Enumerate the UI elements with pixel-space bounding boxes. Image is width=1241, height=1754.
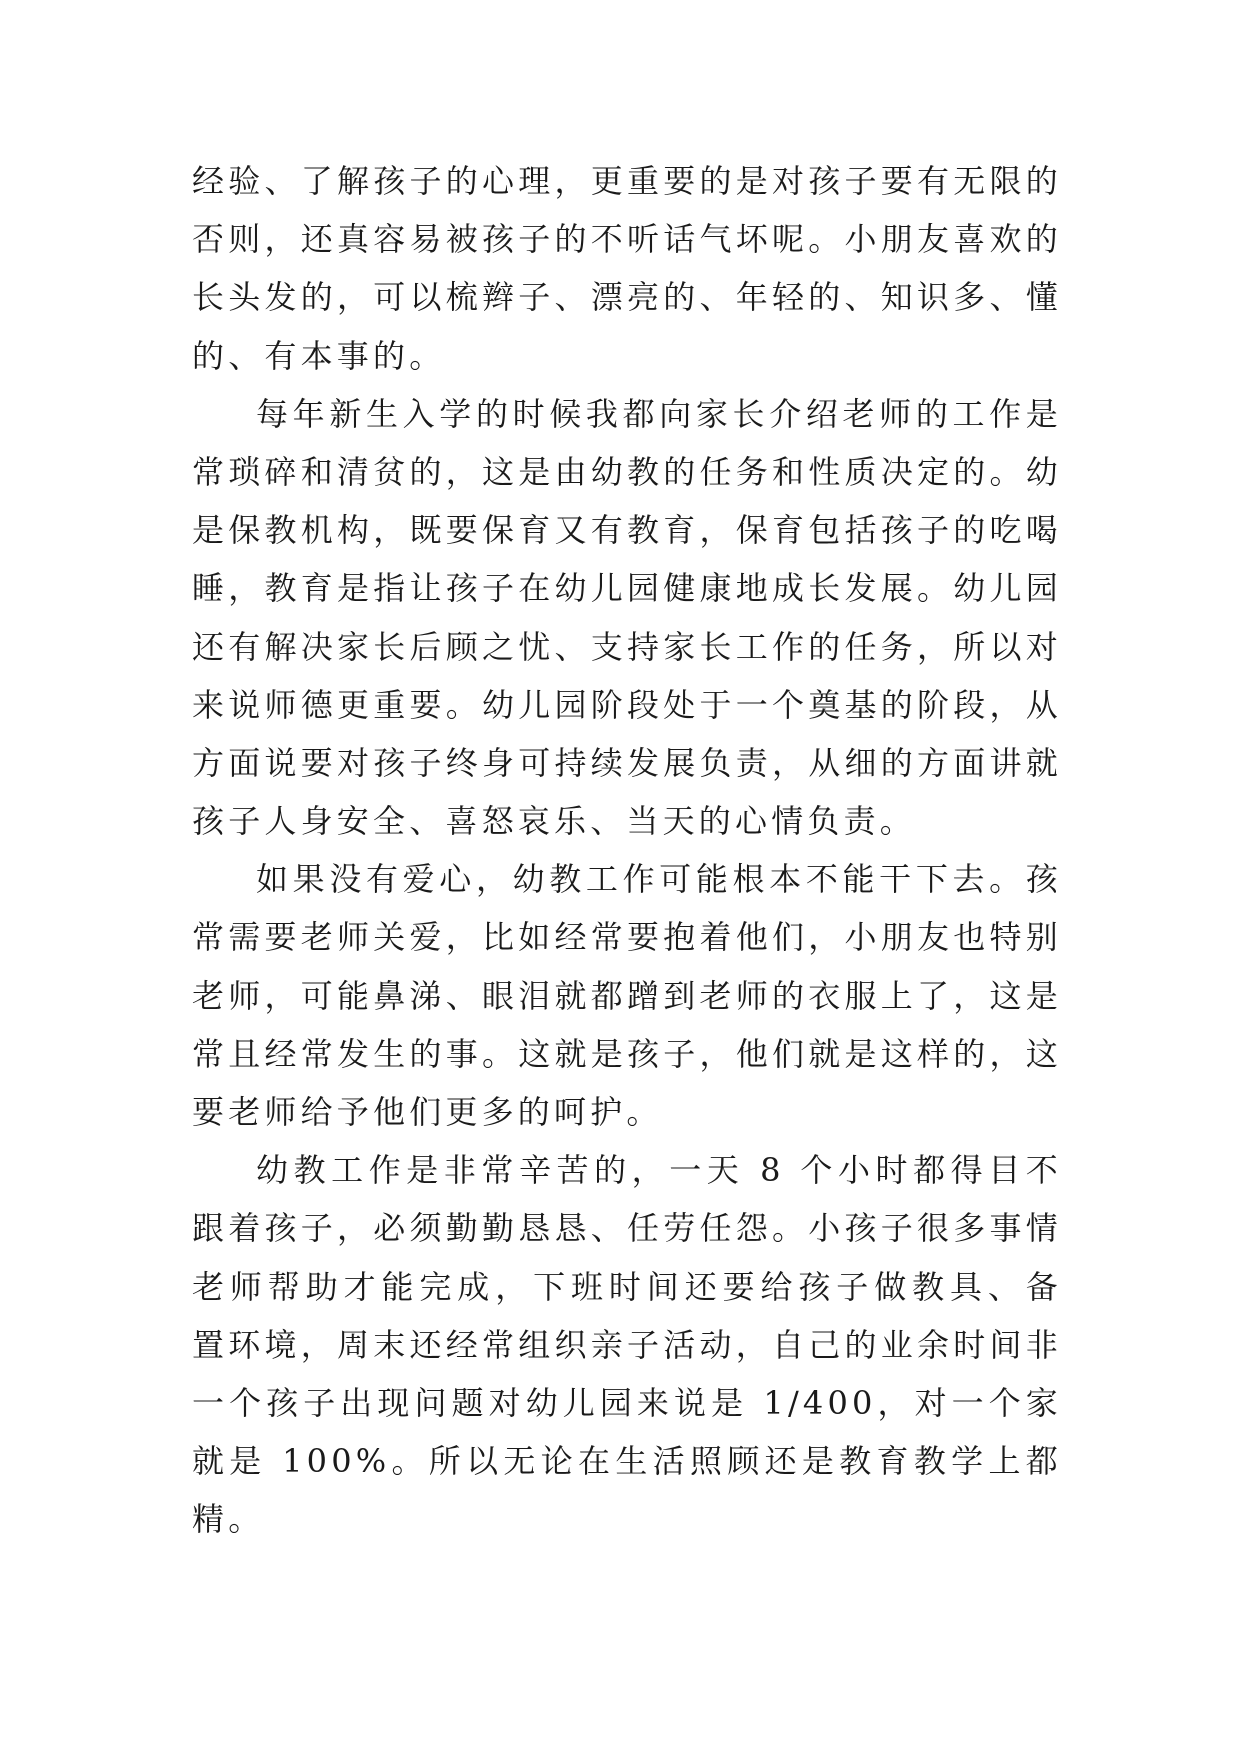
text-line: 老师，可能鼻涕、眼泪就都蹭到老师的衣服上了，这是 xyxy=(192,976,1062,1015)
text-line: 要老师给予他们更多的呵护。 xyxy=(192,1093,663,1131)
text-line: 幼教工作是非常辛苦的，一天 8 个小时都得目不 xyxy=(256,1151,1062,1190)
text-line: 一个孩子出现问题对幼儿园来说是 1/400，对一个家 xyxy=(192,1383,1062,1422)
paragraph xyxy=(192,385,1062,851)
text-line: 如果没有爱心，幼教工作可能根本不能干下去。孩 xyxy=(256,860,1062,899)
text-line: 来说师德更重要。幼儿园阶段处于一个奠基的阶段，从 xyxy=(192,685,1062,724)
text-line: 是保教机构，既要保育又有教育，保育包括孩子的吃喝 xyxy=(192,511,1062,550)
text-line: 孩子人身安全、喜怒哀乐、当天的心情负责。 xyxy=(192,802,917,841)
text-line: 方面说要对孩子终身可持续发展负责，从细的方面讲就 xyxy=(192,743,1062,782)
text-line: 否则，还真容易被孩子的不听话气坏呢。小朋友喜欢的 xyxy=(192,220,1062,259)
text-line: 常琐碎和清贫的，这是由幼教的任务和性质决定的。幼 xyxy=(192,452,1062,491)
text-line: 常需要老师关爱，比如经常要抱着他们，小朋友也特别 xyxy=(192,918,1062,957)
body-text xyxy=(192,152,1062,1549)
text-line: 睡，教育是指让孩子在幼儿园健康地成长发展。幼儿园 xyxy=(192,569,1062,608)
text-line: 置环境，周末还经常组织亲子活动，自己的业余时间非 xyxy=(192,1325,1062,1364)
text-line: 每年新生入学的时候我都向家长介绍老师的工作是 xyxy=(256,394,1062,433)
paragraph xyxy=(192,152,1062,385)
text-line: 还有解决家长后顾之忧、支持家长工作的任务，所以对 xyxy=(192,627,1062,666)
text-line: 老师帮助才能完成，下班时间还要给孩子做教具、备 xyxy=(192,1267,1062,1306)
text-line: 的、有本事的。 xyxy=(192,336,446,375)
text-line: 经验、了解孩子的心理，更重要的是对孩子要有无限的 xyxy=(192,162,1062,200)
paragraph xyxy=(192,1141,1062,1548)
paragraph xyxy=(192,850,1062,1141)
text-line: 精。 xyxy=(192,1500,265,1539)
text-line: 常且经常发生的事。这就是孩子，他们就是这样的，这 xyxy=(192,1034,1062,1073)
text-line: 长头发的，可以梳辫子、漂亮的、年轻的、知识多、懂 xyxy=(192,278,1062,317)
text-line: 就是 100%。所以无论在生活照顾还是教育教学上都 xyxy=(192,1442,1062,1481)
text-line: 跟着孩子，必须勤勤恳恳、任劳任怨。小孩子很多事情 xyxy=(192,1209,1062,1248)
